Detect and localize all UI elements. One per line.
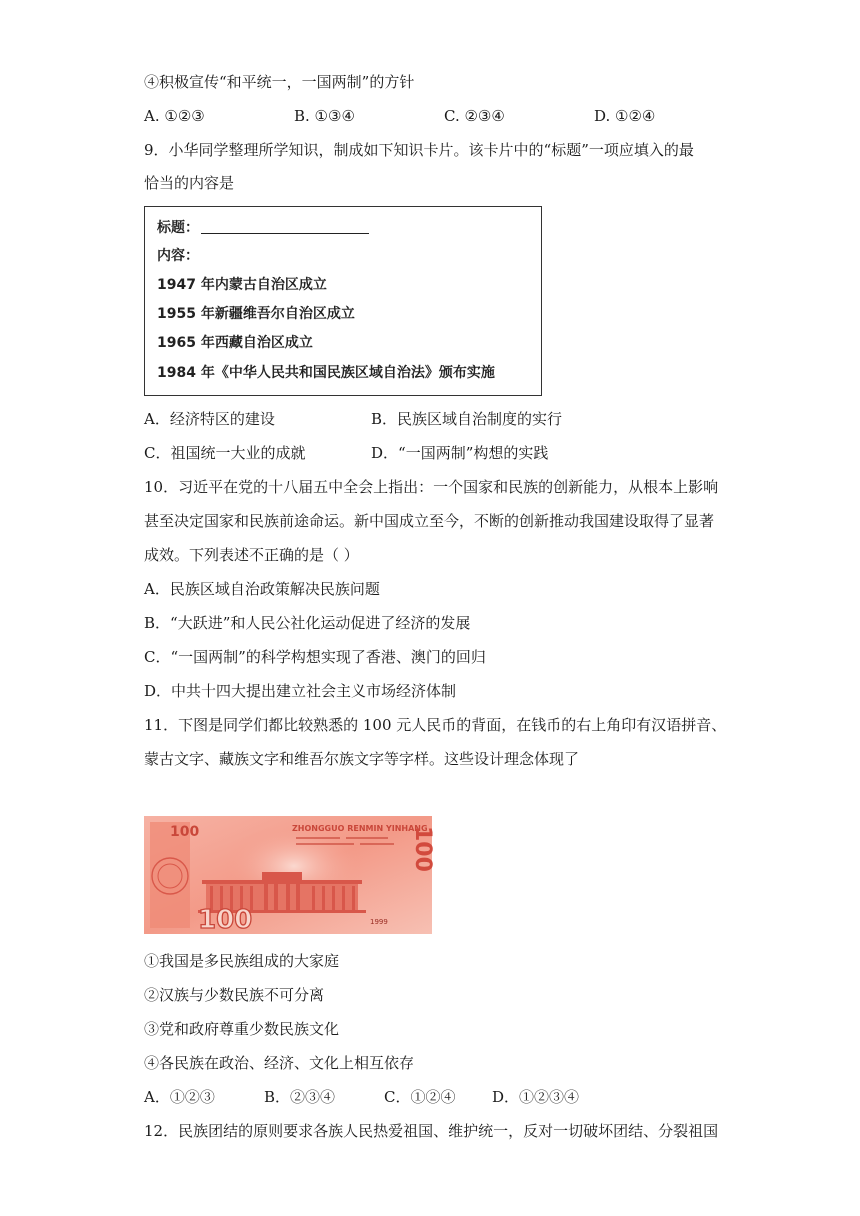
q10-stem-line-3: 成效。下列表述不正确的是（ ） (144, 546, 359, 564)
card-content-label: 内容： (157, 248, 199, 264)
q11-item-3: ③党和政府尊重少数民族文化 (144, 1020, 340, 1038)
hall-column (286, 882, 290, 910)
q9-option-c[interactable]: C．祖国统一大业的成就 (144, 444, 306, 462)
hall-column (312, 886, 315, 910)
q9-stem-line-1: 9．小华同学整理所学知识，制成如下知识卡片。该卡片中的“标题”一项应填入的最 (144, 141, 694, 159)
card-item-1947: 1947 年内蒙古自治区成立 (157, 277, 327, 293)
banknote-denomination-small: 100 (170, 824, 200, 840)
banknote-denomination-large: 100 (198, 905, 253, 935)
q9-option-d[interactable]: D．“一国两制”构想的实践 (371, 444, 549, 462)
card-item-1984: 1984 年《中华人民共和国民族区域自治法》颁布实施 (157, 365, 495, 381)
hall-column (342, 886, 345, 910)
banknote-pinyin: ZHONGGUO RENMIN YINHANG (292, 824, 428, 833)
q9-option-a[interactable]: A．经济特区的建设 (144, 410, 275, 428)
banknote-denomination-vertical: 100 (410, 826, 435, 872)
q11-option-b[interactable]: B．②③④ (264, 1088, 336, 1106)
q11-option-d[interactable]: D．①②③④ (492, 1088, 580, 1106)
banknote-image (144, 816, 435, 935)
q11-stem-line-2: 蒙古文字、藏族文字和维吾尔族文字等字样。这些设计理念体现了 (144, 750, 580, 768)
hall-central-top (262, 872, 302, 881)
card-item-1965: 1965 年西藏自治区成立 (157, 335, 313, 351)
q11-option-a[interactable]: A．①②③ (144, 1088, 215, 1106)
q10-option-a[interactable]: A．民族区域自治政策解决民族问题 (144, 580, 380, 598)
q11-stem-line-1: 11．下图是同学们都比较熟悉的 100 元人民币的背面，在钱币的右上角印有汉语拼音、 (144, 716, 727, 734)
card-title-blank (201, 219, 369, 234)
banknote-illustration (144, 816, 435, 935)
hall-column (264, 882, 268, 910)
q10-option-c[interactable]: C．“一国两制”的科学构想实现了香港、澳门的回归 (144, 648, 486, 666)
q9-stem-line-2: 恰当的内容是 (144, 174, 235, 192)
q10-option-d[interactable]: D．中共十四大提出建立社会主义市场经济体制 (144, 682, 457, 700)
q8-item-4: ④积极宣传“和平统一，一国两制”的方针 (144, 73, 415, 91)
q8-option-d[interactable]: D. ①②④ (594, 107, 656, 125)
hall-column (322, 886, 325, 910)
q8-option-a[interactable]: A. ①②③ (144, 107, 205, 125)
card-title-row (157, 217, 369, 237)
q10-option-b[interactable]: B．“大跃进”和人民公社化运动促进了经济的发展 (144, 614, 471, 632)
q11-item-1: ①我国是多民族组成的大家庭 (144, 952, 340, 970)
card-title-label: 标题： (157, 220, 199, 236)
hall-column (352, 886, 355, 910)
q9-option-b[interactable]: B．民族区域自治制度的实行 (371, 410, 563, 428)
banknote-year: 1999 (370, 918, 388, 926)
q12-stem-line-1: 12．民族团结的原则要求各族人民热爱祖国、维护统一，反对一切破坏团结、分裂祖国 (144, 1122, 719, 1140)
q10-stem-line-1: 10．习近平在党的十八届五中全会上指出：一个国家和民族的创新能力，从根本上影响 (144, 478, 719, 496)
q10-stem-line-2: 甚至决定国家和民族前途命运。新中国成立至今，不断的创新推动我国建设取得了显著 (144, 512, 715, 530)
card-item-1955: 1955 年新疆维吾尔自治区成立 (157, 306, 355, 322)
q11-item-2: ②汉族与少数民族不可分离 (144, 986, 325, 1004)
knowledge-card (144, 206, 542, 396)
hall-column (332, 886, 335, 910)
hall-column (274, 882, 278, 910)
q8-option-c[interactable]: C. ②③④ (444, 107, 505, 125)
q11-option-c[interactable]: C．①②④ (384, 1088, 456, 1106)
q11-item-4: ④各民族在政治、经济、文化上相互依存 (144, 1054, 415, 1072)
q8-option-b[interactable]: B. ①③④ (294, 107, 355, 125)
hall-column (296, 882, 300, 910)
